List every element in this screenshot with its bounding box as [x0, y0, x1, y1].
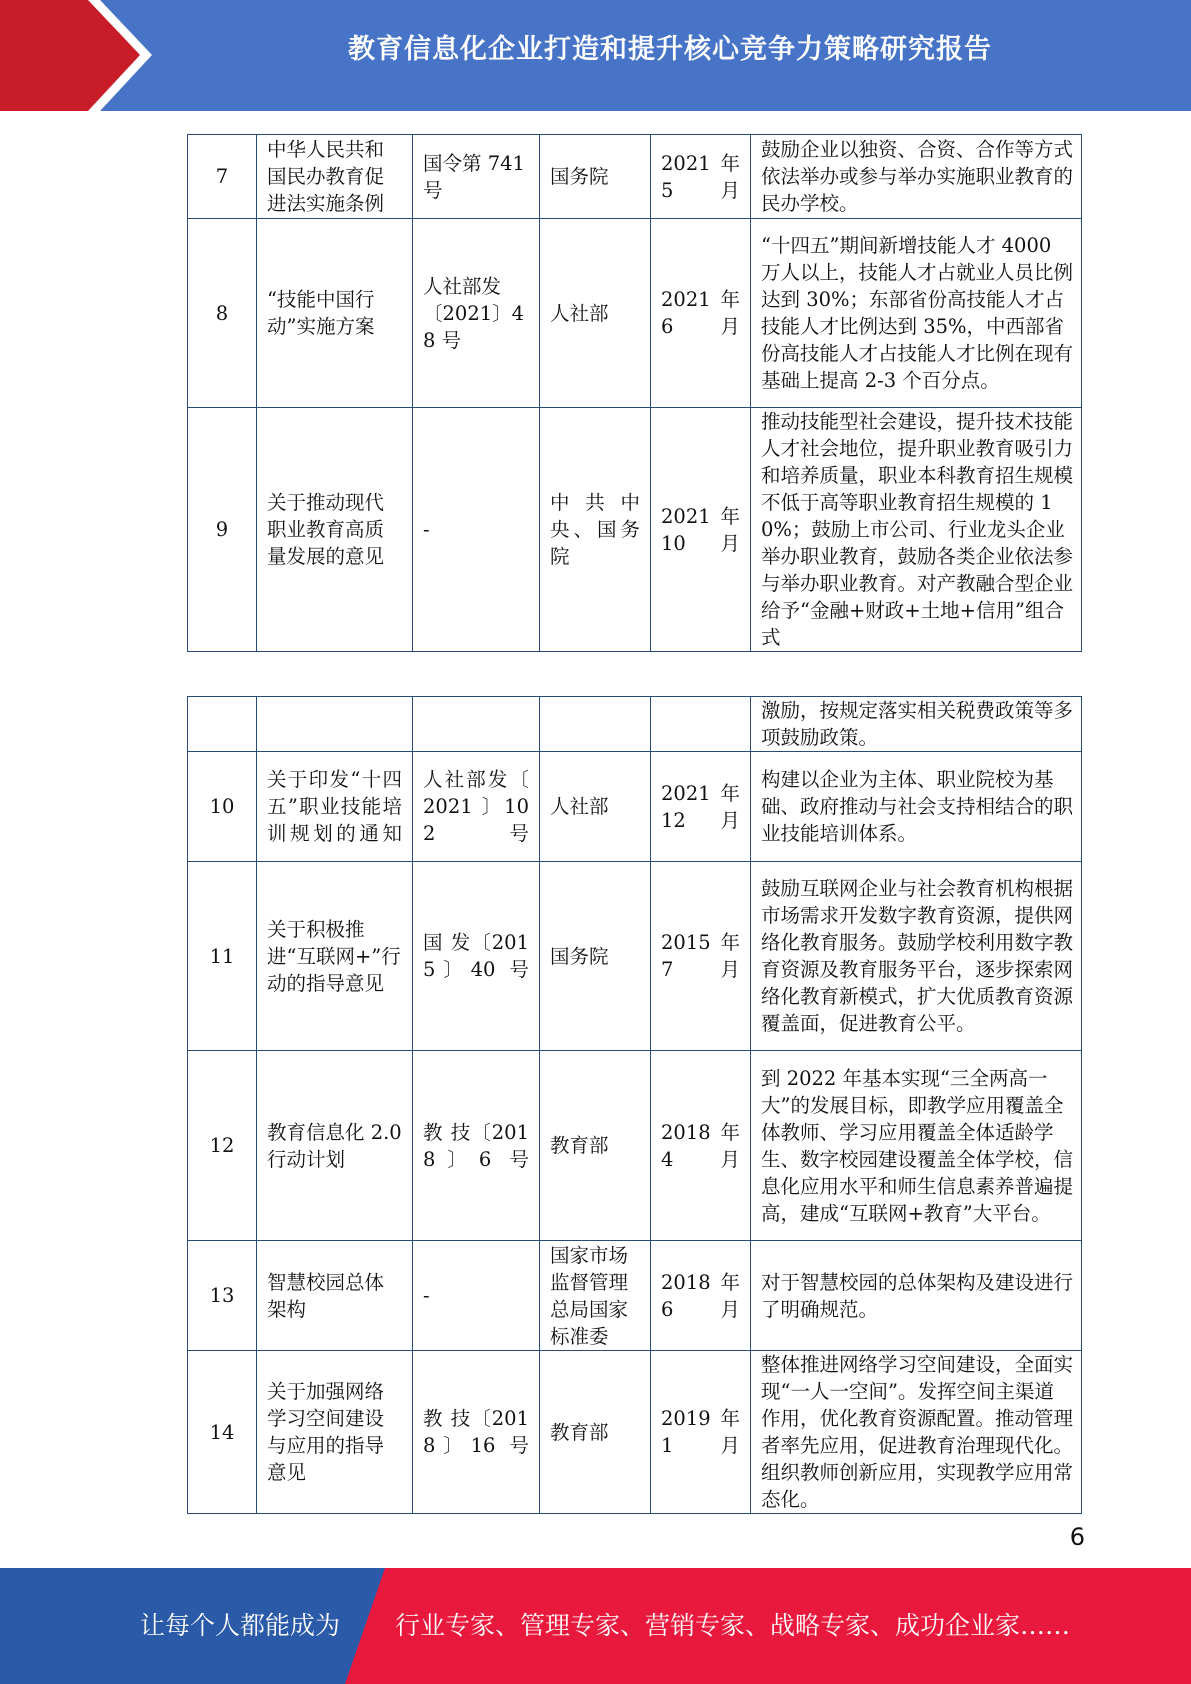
row-number: [188, 697, 257, 752]
policy-name: 智慧校园总体架构: [257, 1241, 413, 1351]
issuing-body: 国家市场监督管理总局国家标准委: [540, 1241, 651, 1351]
issue-date: 2021 年 6 月: [651, 219, 751, 408]
row-number: 9: [188, 408, 257, 652]
policy-table-part-1: [187, 134, 1082, 652]
page-number: 6: [1069, 1523, 1085, 1551]
document-number: -: [413, 408, 540, 652]
policy-name: 关于加强网络学习空间建设与应用的指导意见: [257, 1351, 413, 1514]
row-number: 7: [188, 135, 257, 219]
page-footer: [0, 1568, 1191, 1684]
table-row: [188, 1241, 1082, 1351]
table-row: [188, 752, 1082, 862]
table-row: [188, 408, 1082, 652]
policy-name: [257, 697, 413, 752]
issue-date: [651, 697, 751, 752]
footer-slogan-right: 行业专家、管理专家、营销专家、战略专家、成功企业家……: [395, 1611, 1071, 1640]
policy-name: 关于积极推进“互联网+”行动的指导意见: [257, 862, 413, 1051]
table-row: [188, 697, 1082, 752]
policy-table-part-2: [187, 696, 1082, 1514]
issuing-body: 教育部: [540, 1051, 651, 1241]
policy-content: 鼓励互联网企业与社会教育机构根据市场需求开发数字教育资源，提供网络化教育服务。鼓励学校利用数字教育资源及教育服务平台，逐步探索网络化教育新模式，扩大优质教育资源覆盖面，促进教育公平。: [751, 862, 1082, 1051]
policy-name: “技能中国行动”实施方案: [257, 219, 413, 408]
document-number: 教 技〔2018〕6 号: [413, 1051, 540, 1241]
table-row: [188, 135, 1082, 219]
policy-name: 关于印发“十四五”职业技能培训规划的通知: [257, 752, 413, 862]
issuing-body: [540, 697, 651, 752]
row-number: 13: [188, 1241, 257, 1351]
policy-name: 中华人民共和国民办教育促进法实施条例: [257, 135, 413, 219]
policy-content: 鼓励企业以独资、合资、合作等方式依法举办或参与举办实施职业教育的民办学校。: [751, 135, 1082, 219]
row-number: 12: [188, 1051, 257, 1241]
policy-content: 对于智慧校园的总体架构及建设进行了明确规范。: [751, 1241, 1082, 1351]
row-number: 10: [188, 752, 257, 862]
issuing-body: 国务院: [540, 135, 651, 219]
document-number: 人社部发〔2021〕48 号: [413, 219, 540, 408]
policy-content: 推动技能型社会建设，提升技术技能人才社会地位，提升职业教育吸引力和培养质量，职业本科教育招生规模不低于高等职业教育招生规模的 10%；鼓励上市公司、行业龙头企业举办职业教育，鼓励各类企业依法参与举办职业教育。对产教融合型企业给予“金融+财政+土地+信用”组合式: [751, 408, 1082, 652]
table-row: [188, 862, 1082, 1051]
issue-date: 2015 年 7 月: [651, 862, 751, 1051]
issuing-body: 国务院: [540, 862, 651, 1051]
page-title: 教育信息化企业打造和提升核心竞争力策略研究报告: [348, 34, 992, 65]
issue-date: 2018 年 4 月: [651, 1051, 751, 1241]
row-number: 8: [188, 219, 257, 408]
document-number: 人社部发〔 2021 〕102 号: [413, 752, 540, 862]
policy-content: “十四五”期间新增技能人才 4000 万人以上，技能人才占就业人员比例达到 30%；东部省份高技能人才占技能人才比例达到 35%，中西部省份高技能人才占技能人才比例在现有基础上提高 2-3 个百分点。: [751, 219, 1082, 408]
policy-name: 关于推动现代职业教育高质量发展的意见: [257, 408, 413, 652]
issuing-body: 教育部: [540, 1351, 651, 1514]
table-row: [188, 219, 1082, 408]
issue-date: 2021 年 10 月: [651, 408, 751, 652]
footer-slogan-left: 让每个人都能成为: [139, 1611, 340, 1640]
page-header: [0, 0, 1191, 111]
table-row: [188, 1351, 1082, 1514]
policy-name: 教育信息化 2.0 行动计划: [257, 1051, 413, 1241]
table-row: [188, 1051, 1082, 1241]
issuing-body: 人社部: [540, 219, 651, 408]
issue-date: 2019 年 1 月: [651, 1351, 751, 1514]
issue-date: 2021 年 5 月: [651, 135, 751, 219]
document-number: -: [413, 1241, 540, 1351]
row-number: 11: [188, 862, 257, 1051]
policy-content: 激励，按规定落实相关税费政策等多项鼓励政策。: [751, 697, 1082, 752]
document-number: [413, 697, 540, 752]
policy-content: 到 2022 年基本实现“三全两高一大”的发展目标，即教学应用覆盖全体教师、学习应用覆盖全体适龄学生、数字校园建设覆盖全体学校，信息化应用水平和师生信息素养普遍提高，建成“互联网+教育”大平台。: [751, 1051, 1082, 1241]
policy-content: 整体推进网络学习空间建设，全面实现“一人一空间”。发挥空间主渠道作用，优化教育资源配置。推动管理者率先应用，促进教育治理现代化。组织教师创新应用，实现教学应用常态化。: [751, 1351, 1082, 1514]
document-number: 国令第 741 号: [413, 135, 540, 219]
document-number: 国 发〔2015〕40 号: [413, 862, 540, 1051]
policy-content: 构建以企业为主体、职业院校为基础、政府推动与社会支持相结合的职业技能培训体系。: [751, 752, 1082, 862]
issuing-body: 中共中央、国务院: [540, 408, 651, 652]
issue-date: 2018 年 6 月: [651, 1241, 751, 1351]
issue-date: 2021 年 12 月: [651, 752, 751, 862]
issuing-body: 人社部: [540, 752, 651, 862]
document-number: 教 技〔2018〕16 号: [413, 1351, 540, 1514]
row-number: 14: [188, 1351, 257, 1514]
